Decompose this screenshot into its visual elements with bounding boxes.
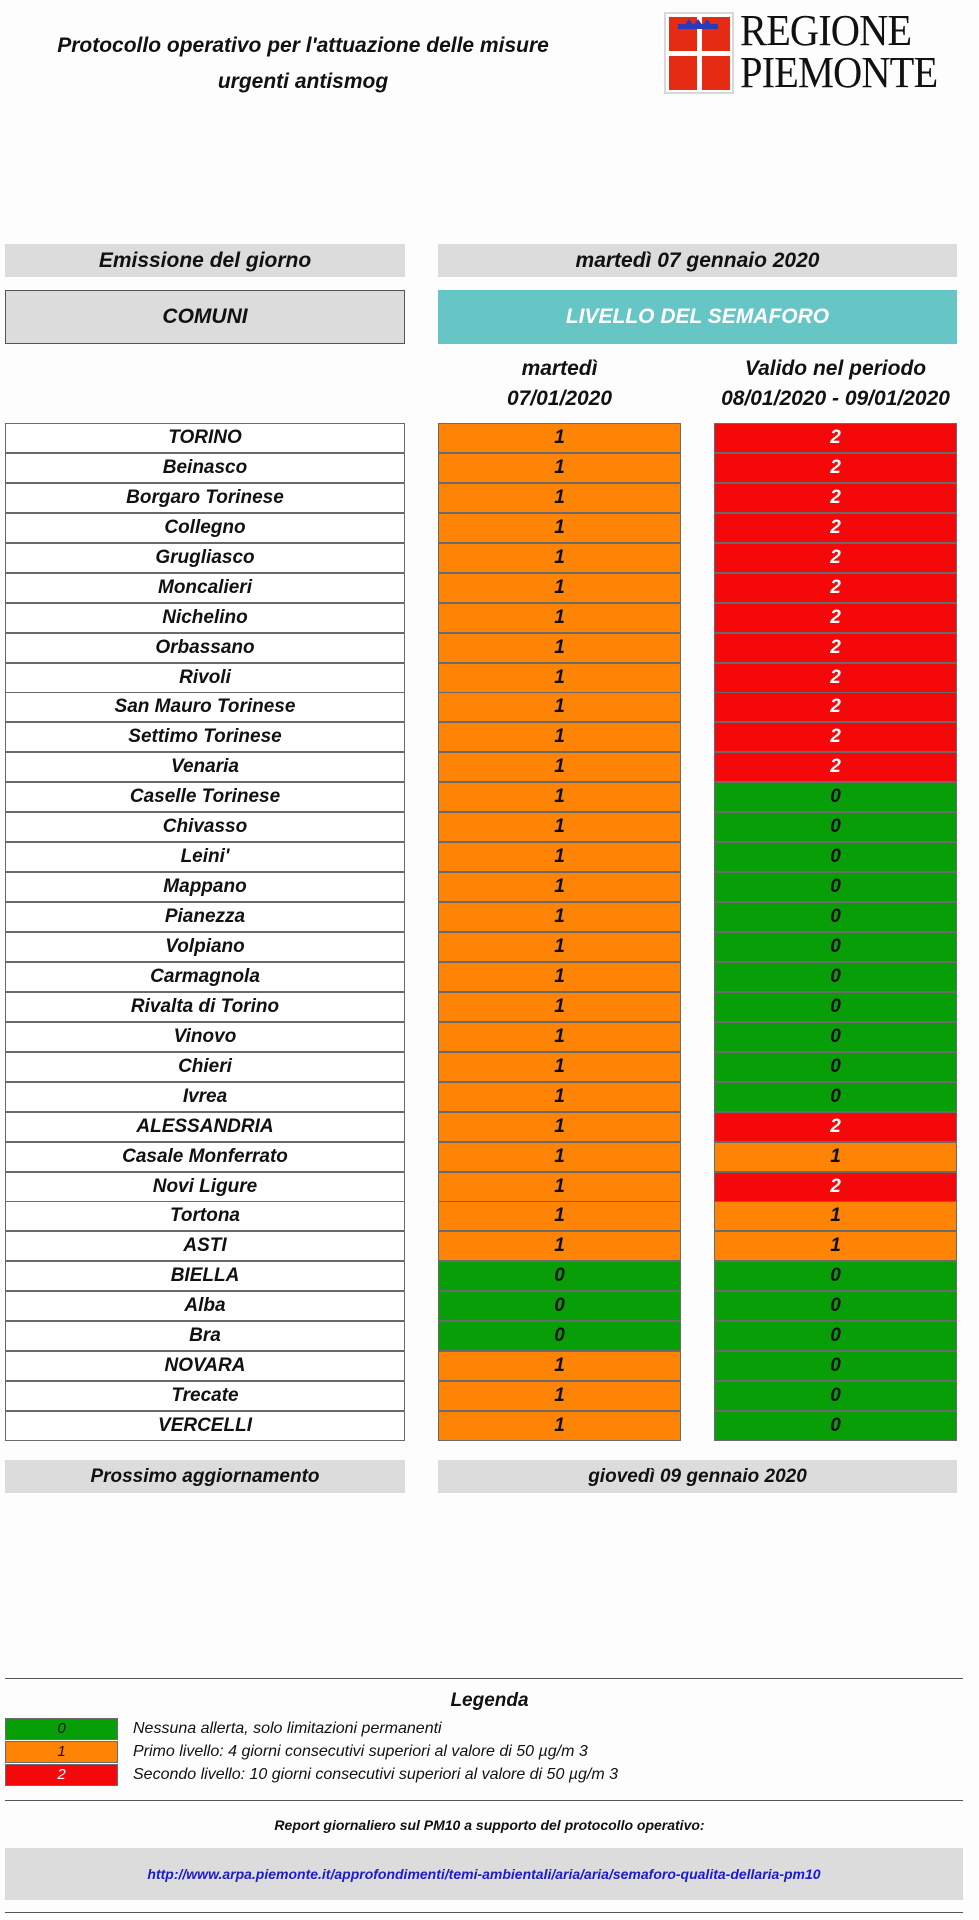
today-level-cell: 1	[438, 1351, 681, 1381]
legend-divider-bottom	[5, 1800, 963, 1801]
comune-name-cell: ASTI	[5, 1231, 405, 1261]
table-row	[0, 1351, 979, 1381]
period-level-cell: 0	[714, 902, 957, 932]
period-level-cell: 2	[714, 663, 957, 693]
footer-divider	[5, 1912, 963, 1913]
today-level-cell: 1	[438, 1052, 681, 1082]
document-title	[18, 28, 588, 100]
period-level-cell: 2	[714, 722, 957, 752]
comune-name-cell: Mappano	[5, 872, 405, 902]
table-row	[0, 842, 979, 872]
table-row	[0, 453, 979, 483]
comune-name-cell: TORINO	[5, 423, 405, 453]
table-row	[0, 1142, 979, 1172]
legend-text-level-0: Nessuna allerta, solo limitazioni permanenti	[133, 1720, 442, 1737]
table-row	[0, 663, 979, 693]
legend-swatch-level-0: 0	[5, 1718, 118, 1740]
logo-wordmark	[740, 6, 938, 97]
today-level-cell: 1	[438, 573, 681, 603]
comune-name-cell: Venaria	[5, 752, 405, 782]
period-level-cell: 2	[714, 633, 957, 663]
table-row	[0, 752, 979, 782]
comune-name-cell: Chieri	[5, 1052, 405, 1082]
period-level-cell: 2	[714, 1172, 957, 1202]
today-level-cell: 1	[438, 842, 681, 872]
period-level-cell: 0	[714, 842, 957, 872]
comune-name-cell: Casale Monferrato	[5, 1142, 405, 1172]
today-level-cell: 1	[438, 932, 681, 962]
table-row	[0, 692, 979, 722]
today-level-cell: 0	[438, 1291, 681, 1321]
today-column-date: 07/01/2020	[506, 387, 613, 410]
today-level-cell: 1	[438, 1022, 681, 1052]
table-row	[0, 1381, 979, 1411]
table-row	[0, 1261, 979, 1291]
today-column-day: martedì	[521, 357, 598, 380]
today-level-cell: 1	[438, 752, 681, 782]
table-row	[0, 932, 979, 962]
comune-name-cell: Ivrea	[5, 1082, 405, 1112]
document-title-line1: Protocollo operativo per l'attuazione delle misure	[57, 34, 549, 57]
regione-piemonte-logo-icon	[664, 12, 734, 94]
today-level-cell: 1	[438, 722, 681, 752]
today-level-cell: 1	[438, 603, 681, 633]
period-level-cell: 0	[714, 1082, 957, 1112]
document-title-line2: urgenti antismog	[217, 70, 389, 93]
today-level-cell: 1	[438, 1142, 681, 1172]
table-row	[0, 992, 979, 1022]
period-level-cell: 0	[714, 1381, 957, 1411]
period-level-cell: 2	[714, 453, 957, 483]
legend-title: Legenda	[450, 1690, 529, 1711]
table-row	[0, 633, 979, 663]
comune-name-cell: NOVARA	[5, 1351, 405, 1381]
table-row	[0, 1321, 979, 1351]
today-level-cell: 1	[438, 1082, 681, 1112]
today-level-cell: 1	[438, 812, 681, 842]
period-level-cell: 2	[714, 603, 957, 633]
period-level-cell: 2	[714, 1112, 957, 1142]
legend-swatch-level-1: 1	[5, 1741, 118, 1763]
logo-line1: REGIONE	[740, 6, 912, 55]
comune-name-cell: ALESSANDRIA	[5, 1112, 405, 1142]
period-column-label: Valido nel periodo	[744, 357, 927, 380]
period-level-cell: 0	[714, 1261, 957, 1291]
today-level-cell: 0	[438, 1261, 681, 1291]
comune-name-cell: Alba	[5, 1291, 405, 1321]
today-level-cell: 1	[438, 483, 681, 513]
table-row	[0, 543, 979, 573]
period-level-cell: 0	[714, 1351, 957, 1381]
table-row	[0, 1022, 979, 1052]
table-row	[0, 1231, 979, 1261]
comune-name-cell: Settimo Torinese	[5, 722, 405, 752]
today-level-cell: 1	[438, 1381, 681, 1411]
period-level-cell: 0	[714, 1321, 957, 1351]
period-level-cell: 0	[714, 1052, 957, 1082]
next-update-date: giovedì 09 gennaio 2020	[438, 1460, 957, 1493]
table-row	[0, 1052, 979, 1082]
period-level-cell: 0	[714, 812, 957, 842]
today-level-cell: 1	[438, 1172, 681, 1202]
period-level-cell: 0	[714, 992, 957, 1022]
comune-name-cell: Moncalieri	[5, 573, 405, 603]
table-row	[0, 483, 979, 513]
table-row	[0, 962, 979, 992]
table-row	[0, 812, 979, 842]
comune-name-cell: Caselle Torinese	[5, 782, 405, 812]
report-url-link[interactable]: http://www.arpa.piemonte.it/approfondimenti/temi-ambientali/aria/aria/semaforo-qualita-dellaria-pm10	[5, 1848, 963, 1900]
table-row	[0, 1201, 979, 1231]
report-caption: Report giornaliero sul PM10 a supporto del protocollo operativo:	[274, 1817, 705, 1833]
comune-name-cell: Rivalta di Torino	[5, 992, 405, 1022]
table-row	[0, 902, 979, 932]
regione-piemonte-logo	[664, 6, 938, 97]
table-row	[0, 872, 979, 902]
comune-name-cell: VERCELLI	[5, 1411, 405, 1441]
legend-swatch-level-2: 2	[5, 1764, 118, 1786]
table-row	[0, 1082, 979, 1112]
period-level-cell: 0	[714, 782, 957, 812]
period-level-cell: 0	[714, 932, 957, 962]
period-level-cell: 0	[714, 1022, 957, 1052]
period-level-cell: 2	[714, 543, 957, 573]
period-level-cell: 0	[714, 962, 957, 992]
comune-name-cell: Nichelino	[5, 603, 405, 633]
comune-name-cell: Carmagnola	[5, 962, 405, 992]
comune-name-cell: Novi Ligure	[5, 1172, 405, 1202]
comuni-header: COMUNI	[5, 290, 405, 344]
today-level-cell: 1	[438, 633, 681, 663]
period-column-header	[700, 354, 971, 414]
legend-text-level-2: Secondo livello: 10 giorni consecutivi superiori al valore di 50 µg/m 3	[133, 1766, 619, 1783]
today-level-cell: 0	[438, 1321, 681, 1351]
period-level-cell: 1	[714, 1231, 957, 1261]
emission-label: Emissione del giorno	[5, 244, 405, 277]
today-level-cell: 1	[438, 1112, 681, 1142]
today-level-cell: 1	[438, 513, 681, 543]
period-column-range: 08/01/2020 - 09/01/2020	[721, 387, 950, 410]
today-level-cell: 1	[438, 692, 681, 722]
comune-name-cell: Orbassano	[5, 633, 405, 663]
comune-name-cell: Trecate	[5, 1381, 405, 1411]
table-row	[0, 603, 979, 633]
period-level-cell: 2	[714, 692, 957, 722]
comune-name-cell: Bra	[5, 1321, 405, 1351]
period-level-cell: 2	[714, 573, 957, 603]
period-level-cell: 0	[714, 1411, 957, 1441]
period-level-cell: 2	[714, 483, 957, 513]
period-level-cell: 2	[714, 423, 957, 453]
today-level-cell: 1	[438, 1201, 681, 1231]
comune-name-cell: Chivasso	[5, 812, 405, 842]
today-level-cell: 1	[438, 1411, 681, 1441]
table-row	[0, 722, 979, 752]
comune-name-cell: Volpiano	[5, 932, 405, 962]
today-level-cell: 1	[438, 663, 681, 693]
today-level-cell: 1	[438, 1231, 681, 1261]
legend-divider-top	[5, 1678, 963, 1679]
comune-name-cell: Rivoli	[5, 663, 405, 693]
today-level-cell: 1	[438, 902, 681, 932]
comune-name-cell: San Mauro Torinese	[5, 692, 405, 722]
logo-line2: PIEMONTE	[740, 48, 938, 97]
comune-name-cell: Grugliasco	[5, 543, 405, 573]
comune-name-cell: Pianezza	[5, 902, 405, 932]
comune-name-cell: Leini'	[5, 842, 405, 872]
today-level-cell: 1	[438, 782, 681, 812]
semaforo-header: LIVELLO DEL SEMAFORO	[438, 290, 957, 344]
period-level-cell: 0	[714, 1291, 957, 1321]
comune-name-cell: BIELLA	[5, 1261, 405, 1291]
table-row	[0, 1172, 979, 1202]
today-level-cell: 1	[438, 962, 681, 992]
table-row	[0, 423, 979, 453]
table-row	[0, 1291, 979, 1321]
legend-text-level-1: Primo livello: 4 giorni consecutivi superiori al valore di 50 µg/m 3	[133, 1743, 588, 1760]
today-level-cell: 1	[438, 543, 681, 573]
table-row	[0, 1411, 979, 1441]
period-level-cell: 2	[714, 513, 957, 543]
period-level-cell: 1	[714, 1142, 957, 1172]
next-update-label: Prossimo aggiornamento	[5, 1460, 405, 1493]
today-level-cell: 1	[438, 453, 681, 483]
emission-date: martedì 07 gennaio 2020	[438, 244, 957, 277]
table-row	[0, 782, 979, 812]
comune-name-cell: Beinasco	[5, 453, 405, 483]
comune-name-cell: Vinovo	[5, 1022, 405, 1052]
today-level-cell: 1	[438, 423, 681, 453]
comune-name-cell: Tortona	[5, 1201, 405, 1231]
today-level-cell: 1	[438, 872, 681, 902]
period-level-cell: 2	[714, 752, 957, 782]
period-level-cell: 1	[714, 1201, 957, 1231]
comune-name-cell: Borgaro Torinese	[5, 483, 405, 513]
period-level-cell: 0	[714, 872, 957, 902]
today-column-header	[438, 354, 681, 414]
table-row	[0, 513, 979, 543]
table-row	[0, 1112, 979, 1142]
table-row	[0, 573, 979, 603]
comune-name-cell: Collegno	[5, 513, 405, 543]
today-level-cell: 1	[438, 992, 681, 1022]
